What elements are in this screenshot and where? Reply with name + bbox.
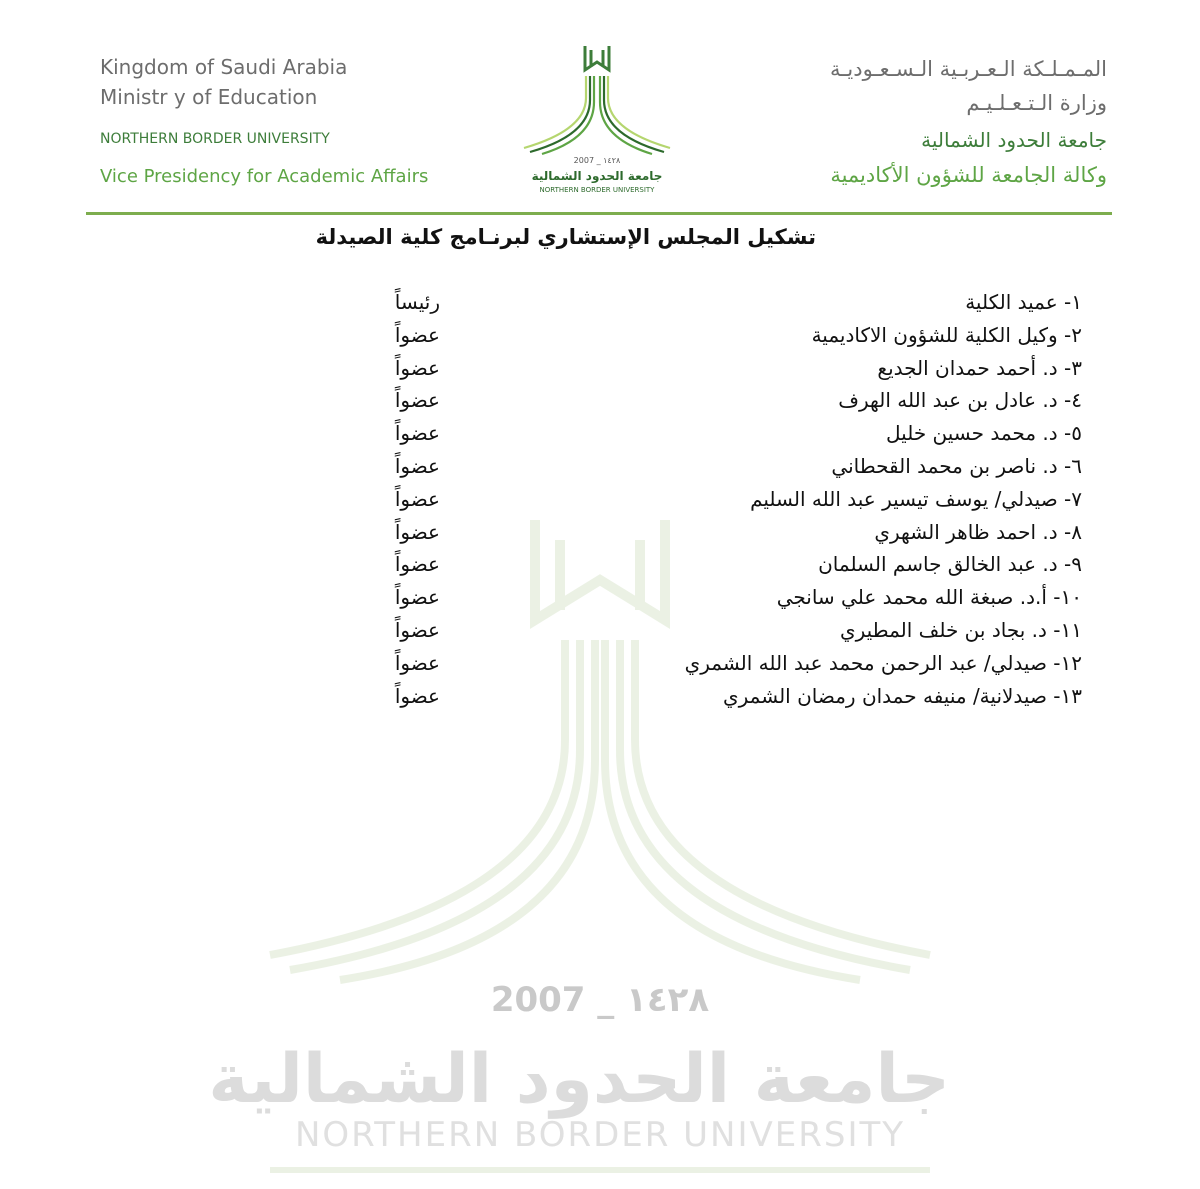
member-name: ١- عميد الكلية bbox=[965, 290, 1082, 314]
vice-presidency-ar: وكالة الجامعة للشؤون الأكاديمية bbox=[830, 163, 1107, 187]
member-name: ٥- د. محمد حسين خليل bbox=[886, 421, 1082, 446]
member-role: عضواً bbox=[394, 453, 440, 478]
member-role: عضواً bbox=[394, 683, 440, 708]
list-item bbox=[350, 388, 1090, 421]
member-role: عضواً bbox=[394, 421, 440, 446]
member-role: عضواً bbox=[394, 519, 440, 544]
ministry-line-en: Ministr y of Education bbox=[100, 85, 318, 109]
member-role: عضواً bbox=[394, 486, 440, 511]
members-list bbox=[350, 290, 1090, 716]
list-item bbox=[350, 356, 1090, 389]
member-name: ٣- د. أحمد حمدان الجديع bbox=[877, 355, 1082, 380]
member-name: ٤- د. عادل بن عبد الله الهرف bbox=[838, 388, 1082, 413]
header-arabic bbox=[747, 52, 1107, 187]
kingdom-line-en: Kingdom of Saudi Arabia bbox=[100, 55, 348, 79]
watermark-name-en: NORTHERN BORDER UNIVERSITY bbox=[294, 1115, 906, 1155]
member-name: ١٢- صيدلي/ عبد الرحمن محمد عبد الله الشمري bbox=[684, 650, 1082, 675]
logo-name-ar: جامعة الحدود الشمالية bbox=[531, 169, 663, 183]
list-item bbox=[350, 520, 1090, 553]
logo-name-en: NORTHERN BORDER UNIVERSITY bbox=[539, 186, 655, 194]
list-item bbox=[350, 487, 1090, 520]
list-item bbox=[350, 290, 1090, 323]
university-name-ar: جامعة الحدود الشمالية bbox=[921, 128, 1107, 152]
list-item bbox=[350, 618, 1090, 651]
member-role: عضواً bbox=[394, 650, 440, 675]
member-name: ٧- صيدلي/ يوسف تيسير عبد الله السليم bbox=[750, 486, 1082, 511]
watermark-year: 2007 _ ١٤٢٨ bbox=[490, 980, 710, 1020]
member-role: رئيساً bbox=[394, 290, 440, 314]
logo-emblem-icon bbox=[522, 40, 672, 160]
logo-year: 2007 _ ١٤٢٨ bbox=[573, 156, 621, 165]
member-name: ١١- د. بجاد بن خلف المطيري bbox=[839, 617, 1082, 642]
list-item bbox=[350, 552, 1090, 585]
member-role: عضواً bbox=[394, 552, 440, 577]
document-title: تشكيل المجلس الإستشاري لبرنـامج كلية الصيدلة bbox=[315, 225, 816, 249]
university-logo bbox=[522, 40, 672, 200]
member-name: ٩- د. عبد الخالق جاسم السلمان bbox=[818, 552, 1082, 577]
member-role: عضواً bbox=[394, 322, 440, 347]
header-divider bbox=[86, 212, 1112, 215]
kingdom-line-ar: المـمـلـكة الـعـربـية الـسـعـوديـة bbox=[830, 57, 1107, 81]
member-name: ٨- د. احمد ظاهر الشهري bbox=[874, 519, 1082, 544]
list-item bbox=[350, 323, 1090, 356]
vice-presidency-en: Vice Presidency for Academic Affairs bbox=[100, 166, 429, 187]
member-name: ٢- وكيل الكلية للشؤون الاكاديمية bbox=[811, 322, 1082, 347]
watermark-name-ar: جامعة الحدود الشمالية bbox=[208, 1040, 950, 1119]
member-role: عضواً bbox=[394, 617, 440, 642]
list-item bbox=[350, 585, 1090, 618]
member-name: ١٣- صيدلانية/ منيفه حمدان رمضان الشمري bbox=[722, 683, 1082, 708]
header-english bbox=[100, 52, 460, 187]
list-item bbox=[350, 421, 1090, 454]
university-name-en: NORTHERN BORDER UNIVERSITY bbox=[100, 131, 330, 147]
member-role: عضواً bbox=[394, 355, 440, 380]
list-item bbox=[350, 684, 1090, 717]
member-role: عضواً bbox=[394, 388, 440, 413]
member-name: ١٠- أ.د. صبغة الله محمد علي سانجي bbox=[776, 585, 1082, 610]
list-item bbox=[350, 651, 1090, 684]
ministry-line-ar: وزارة الـتـعـلـيـم bbox=[966, 91, 1107, 115]
list-item bbox=[350, 454, 1090, 487]
member-name: ٦- د. ناصر بن محمد القحطاني bbox=[831, 453, 1082, 478]
member-role: عضواً bbox=[394, 585, 440, 610]
